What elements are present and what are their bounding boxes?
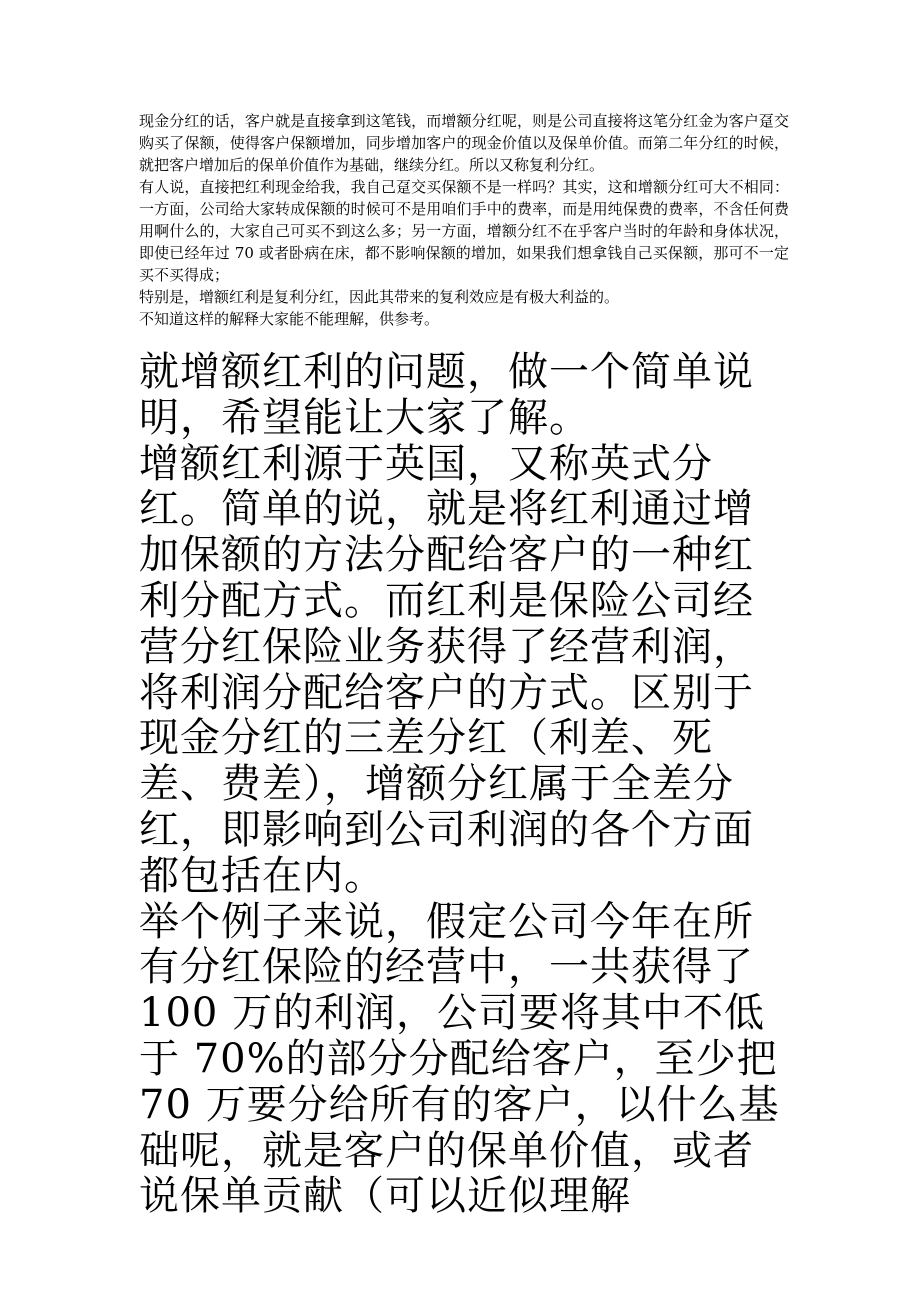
paragraph-cash-dividend: 现金分红的话，客户就是直接拿到这笔钱，而增额分红呢，则是公司直接将这笔分红金为客户趸交购买了保额，使得客户保额增加，同步增加客户的现金价值以及保单价值。而第二年分红的时候，就把客户增加后的保单价值作为基础，继续分红。所以又称复利分红。 — [139, 112, 789, 174]
paragraph-compound-benefit: 特别是，增额红利是复利分红，因此其带来的复利效应是有极大利益的。 — [139, 288, 620, 306]
paragraph-intro: 就增额红利的问题，做一个简单说明，希望能让大家了解。 — [139, 349, 754, 441]
paragraph-closing-note: 不知道这样的解释大家能不能理解，供参考。 — [139, 310, 440, 328]
large-text-section — [139, 350, 789, 1220]
paragraph-definition: 增额红利源于英国，又称英式分红。简单的说，就是将红利通过增加保额的方法分配给客户的一种红利分配方式。而红利是保险公司经营分红保险业务获得了经营利润，将利润分配给客户的方式。区别于现金分红的三差分红（利差、死差、费差），增额分红属于全差分红，即影响到公司利润的各个方面都包括在内。 — [139, 440, 754, 899]
paragraph-example: 举个例子来说，假定公司今年在所有分红保险的经营中，一共获得了 100 万的利润，公司要将其中不低于 70%的部分分配给客户，至少把 70 万要分给所有的客户，以什么基础呢，就是客户的保单价值，或者说保单贡献（可以近似理解 — [139, 898, 780, 1220]
small-text-section — [139, 110, 789, 330]
paragraph-comparison: 有人说，直接把红利现金给我，我自己趸交买保额不是一样吗？其实，这和增额分红可大不相同：一方面，公司给大家转成保额的时候可不是用咱们手中的费率，而是用纯保费的费率，不含任何费用啊什么的，大家自己可买不到这么多；另一方面，增额分红不在乎客户当时的年龄和身体状况，即使已经年过 70 或者卧病在床，都不影响保额的增加，如果我们想拿钱自己买保额，那可不一定买不买得成； — [139, 178, 789, 284]
